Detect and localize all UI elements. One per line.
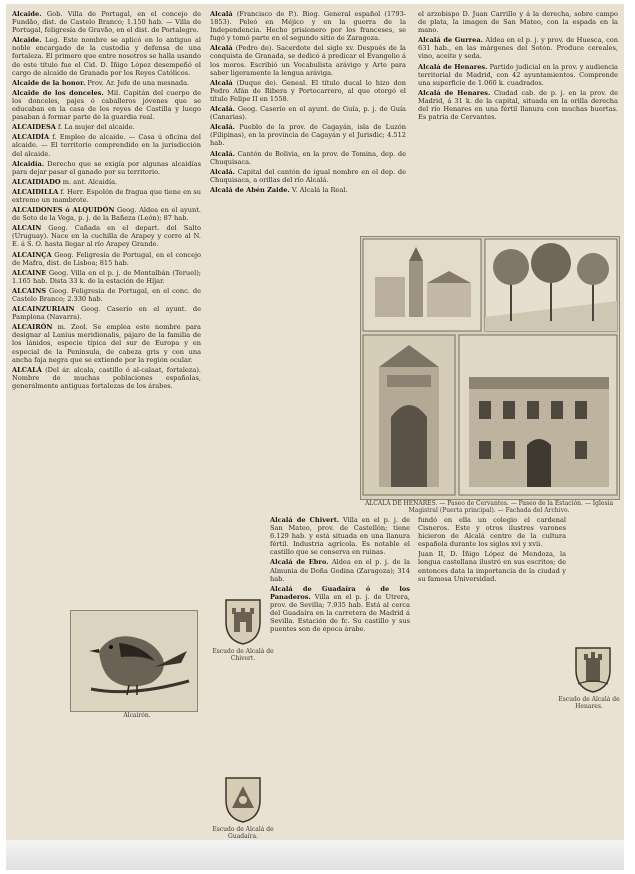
dictionary-entry xyxy=(418,63,618,87)
entry-headword: Alcaide de los donceles. xyxy=(12,88,104,97)
entry-headword: ALCAINE xyxy=(12,268,47,277)
entry-body: f. Herr. Espolón de fragua que tiene en su extremo un mambrote. xyxy=(12,187,201,204)
dictionary-entry xyxy=(210,123,406,147)
dictionary-entry xyxy=(12,160,201,176)
entry-headword: ALCAIDESA xyxy=(12,123,56,132)
entry-body: Geog. Villa en el p. j. de Montalbán (Teruel); 1.165 hab. Dista 33 k. de la estación de Híjar. xyxy=(12,268,201,285)
entry-headword: ALCAIN xyxy=(12,224,42,233)
entry-body: Aldea en el p. j. de la Almunia de Doña Godina (Zaragoza); 314 hab. xyxy=(270,558,410,583)
coat-of-arms-icon xyxy=(222,774,264,824)
dictionary-entry xyxy=(12,305,201,321)
entry-headword: Alcalá. xyxy=(210,149,235,158)
dictionary-entry xyxy=(12,206,201,222)
shield-chivert-caption: Escudo de Alcalá de Chivert. xyxy=(212,648,274,662)
entry-headword: Alcalá de Guadaíra ó de los Panaderos. xyxy=(270,584,410,601)
coat-of-arms-icon xyxy=(222,596,264,646)
entry-headword: Alcalá de Ebro. xyxy=(270,558,329,567)
entry-body: V. Alcalá la Real. xyxy=(291,185,348,194)
entry-body: Ciudad cab. de p. j. en la prov. de Madrid, á 31 k. de la capital, situada en la orilla derecha del río Henares en una fértil llanura con muchas huertas. Es patria de Cervantes. xyxy=(418,88,618,122)
page-bottom-margin xyxy=(6,840,624,870)
entry-body: (Pedro de). Sacerdote del siglo xv. Después de la conquista de Granada, se dedicó á predicar el Evangelio á los moros. Escribió un Vocabulista arávigo y Arte para saber ligeramente la lengua aráviga. xyxy=(210,44,406,77)
entry-headword: Alcalá. xyxy=(210,167,235,176)
dictionary-entry xyxy=(210,186,406,194)
dictionary-entry xyxy=(12,188,201,204)
entry-body: Prov. Ar. Jefe de una mesnada. xyxy=(87,78,190,87)
entry-headword: ALCAINS xyxy=(12,286,46,295)
entry-headword: Alcaidía. xyxy=(12,159,45,168)
town-engraving xyxy=(360,236,620,500)
entry-headword: Alcalá xyxy=(210,78,233,87)
entry-body: Gob. Villa de Portugal, en el concejo de Fundão, dist. de Castelo Branco; 1.150 hab. — Villa de Portugal, feligresía de Gravão, en el dist. de Portalegre. xyxy=(12,10,201,35)
dictionary-entry xyxy=(12,36,201,76)
entry-body: fundó en ella un colegio el cardenal Cisneros. Este y otros ilustres varones hicieron de Alcalá centro de la cultura española durante los siglos xvi y xvii. xyxy=(418,516,566,549)
dictionary-entry xyxy=(12,366,201,390)
entry-body: Capital del cantón de igual nombre en el dep. de Chuquisaca, a orillas del río Alcalá. xyxy=(210,167,406,184)
dictionary-entry xyxy=(418,516,566,548)
bird-caption: Alcairón. xyxy=(123,712,151,719)
entry-headword: ALCAIDONES ó ALQUIDÓN xyxy=(12,206,115,215)
entry-body: Villa en el p. j. de San Mateo, prov. de Castellón; tiene 6.129 hab. y está situada en una llanura fértil. Industria agrícola. Es notable el castillo que se conserva en ruinas. xyxy=(270,516,410,557)
encyclopedia-page xyxy=(6,4,624,840)
dictionary-entry xyxy=(210,105,406,121)
entry-body: Cantón de Bolivia, en la prov. de Tomina, dep. de Chuquisaca. xyxy=(210,149,406,166)
entry-body: Villa en el p. j. de Utrera, prov. de Sevilla; 7.935 hab. Está al cerca del Guadaíra en la carretera de Madrid á Sevilla. Estación de fc. Su castillo y sus puentes son de época árabe. xyxy=(270,592,410,634)
dictionary-entry xyxy=(12,323,201,363)
dictionary-entry xyxy=(210,10,406,42)
dictionary-entry xyxy=(12,133,201,157)
entry-body: f. La mujer del alcaide. xyxy=(57,123,135,132)
entry-headword: Alcalá. xyxy=(210,105,235,114)
shield-guadaira-caption: Escudo de Alcalá de Guadaíra. xyxy=(212,826,274,840)
dictionary-entry xyxy=(418,10,618,34)
town-caption: ALCALÁ DE HENARES. — Paseo de Cervantes. — Paseo de la Estación. — Iglesia Magistral (Puerta principal). — Fachada del Archivo. xyxy=(364,500,614,514)
dictionary-entry xyxy=(270,585,410,634)
entry-body: Partido judicial en la prov. y audiencia territorial de Madrid, con 42 ayuntamientos. Comprende una superficie de 1.060 k. cuadrados. xyxy=(418,62,618,87)
entry-body: Juan II, D. Íñigo López de Mendoza, la lengua castellana ilustró en sus escritos; de entonces data la importancia de la ciudad y su famosa Universidad. xyxy=(418,550,566,583)
dictionary-entry xyxy=(12,287,201,303)
entry-body: m. ant. Alcaidía. xyxy=(62,177,118,186)
entry-headword: Alcalá. xyxy=(210,123,235,132)
coat-of-arms-icon xyxy=(572,644,614,694)
dictionary-entry xyxy=(12,178,201,186)
entry-body: Geog. Caserío en el ayunt. de Pamplona (Navarra). xyxy=(12,305,201,322)
entry-headword: Alcaide de la honor. xyxy=(12,78,86,87)
dictionary-entry xyxy=(12,79,201,87)
entry-body: m. Zool. Se emplea este nombre para designar al Lanius meridionalis, pájaro de la familia de los lánidos, especie típica del sur de Europa y en especial de la Península, de cabeza gris y con una ancha faja negra que se extiende por la región ocular. xyxy=(12,323,201,364)
entry-body: Derecho que se exigía por algunas alcaidías para dejar pasar el ganado por su territorio. xyxy=(12,159,201,176)
entry-headword: Alcalá xyxy=(210,10,233,18)
shield-henares-caption: Escudo de Alcalá de Henares. xyxy=(558,696,620,710)
entry-headword: ALCAINÇA xyxy=(12,250,52,259)
dictionary-entry xyxy=(12,224,201,248)
dictionary-entry xyxy=(12,123,201,131)
entry-headword: Alcalá de Henares. xyxy=(418,88,491,97)
dictionary-entry xyxy=(270,558,410,582)
entry-body: (Francisco de P.). Biog. General español (1793-1853). Peleó en Méjico y en la guerra de la Independencia. Hecho prisionero por los franceses, se fugó y tomó parte en el segundo sitio de Zaragoza. xyxy=(210,10,406,43)
entry-body: Leg. Este nombre se aplicó en lo antiguo al noble encargado de la custodia y defensa de una fortaleza. El primero que entre nosotros se halla usando de este título fue el Cid. D. Íñigo López desempeñó el cargo de alcaide de Granada por los Reyes Católicos. xyxy=(12,36,201,77)
entry-body: f. Empleo de alcaide. — Casa ú oficina del alcaide. — El territorio comprendido en la jurisdicción del alcaide. xyxy=(12,133,201,158)
entry-body: Geog. Caserío en el ayunt. de Guía, p. j. de Guía (Canarias). xyxy=(210,105,406,122)
entry-body: el arzobispo D. Juan Carrillo y á la derecha, sobre campo de plata, la imagen de San Mateo, con la espada en la mano. xyxy=(418,10,618,35)
entry-body: Geog. Cañada en el depart. del Salto (Uruguay). Nace en la cuchilla de Arapey y corre al N. E. á S. O. hasta llegar al río Arapey Grande. xyxy=(12,224,201,249)
entry-headword: Alcaide. xyxy=(12,10,42,18)
entry-headword: Alcalá de Gurrea. xyxy=(418,36,483,45)
dictionary-entry xyxy=(418,550,566,582)
dictionary-entry xyxy=(210,79,406,103)
entry-headword: ALCAINZURIAIN xyxy=(12,305,75,314)
entry-body: (Duque de). Geneal. El título ducal lo hizo don Pedro Afán de Ribera y Portocarrero, al que otorgó el título Felipe II en 1558. xyxy=(210,78,406,103)
entry-body: Mil. Capitán del cuerpo de los donceles, pajes ó caballeros jóvenes que se educaban en la casa de los reyes de Castilla y luego pasaban á formar parte de la guardia real. xyxy=(12,88,201,122)
dictionary-entry xyxy=(418,36,618,60)
entry-headword: ALCAIRÓN xyxy=(12,323,53,332)
dictionary-entry xyxy=(210,44,406,76)
dictionary-entry xyxy=(210,150,406,166)
entry-headword: Alcalá de Henares. xyxy=(418,62,488,71)
dictionary-entry xyxy=(12,89,201,121)
text-column-middle-lower xyxy=(270,516,410,834)
dictionary-entry xyxy=(12,251,201,267)
text-column-right-lower xyxy=(418,516,566,834)
entry-headword: Alcalá xyxy=(210,44,233,53)
dictionary-entry xyxy=(12,269,201,285)
bird-engraving xyxy=(70,610,198,712)
entry-body: Geog. Aldea en el ayunt. de Soto de la Vega, p. j. de la Bañeza (León); 87 hab. xyxy=(12,206,201,223)
text-column-right xyxy=(418,10,618,232)
entry-body: Geog. Feligresía de Portugal, en el conc. de Castelo Branco; 2.330 hab. xyxy=(12,286,201,303)
entry-body: (Del ár. alcala, castillo ó al-calaat, fortaleza). Nombre de muchas poblaciones españolas, generalmente antiguas fortalezas de los árabes. xyxy=(12,365,201,390)
entry-headword: Alcalá de Abén Zaide. xyxy=(210,185,290,194)
entry-headword: ALCALÁ xyxy=(12,365,42,374)
dictionary-entry xyxy=(210,168,406,184)
entry-body: Geog. Feligresía de Portugal, en el concejo de Mafra, dist. de Lisboa; 815 hab. xyxy=(12,250,201,267)
dictionary-entry xyxy=(418,89,618,121)
entry-headword: ALCAIDIADO xyxy=(12,177,61,186)
entry-headword: ALCAIDÍA xyxy=(12,133,50,142)
entry-body: Pueblo de la prov. de Cagayán, isla de Luzón (Filipinas), en la provincia de Cagayán y el Jurisdic; 4.512 hab. xyxy=(210,123,406,148)
entry-body: Aldea en el p. j. y prov. de Huesca, con 631 hab., en las márgenes del Sotón. Produce cereales, vino, aceite y seda. xyxy=(418,36,618,61)
dictionary-entry xyxy=(12,10,201,34)
dictionary-entry xyxy=(270,516,410,556)
entry-headword: Alcaide. xyxy=(12,36,42,45)
entry-headword: ALCAIDILLA xyxy=(12,187,59,196)
entry-headword: Alcalá de Chivert. xyxy=(270,516,340,524)
